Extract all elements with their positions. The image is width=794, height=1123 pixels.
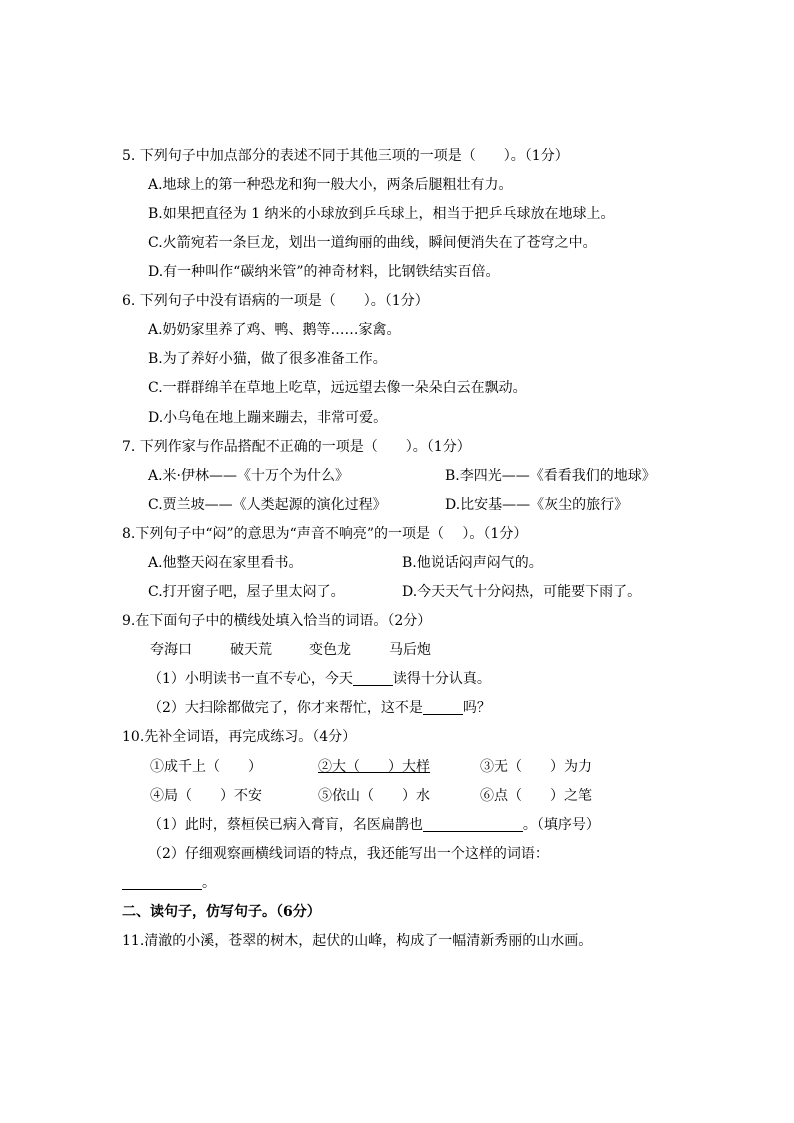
q6-option-b: B.为了养好小猫，做了很多准备工作。 (148, 351, 387, 367)
q10-sentence-1 (148, 815, 600, 835)
q8-stem: 8.下列句子中“闷”的意思为“声音不响亮”的一项是（ ）。（1分） (122, 526, 528, 542)
q10-item-6: ⑥点（ ）之笔 (480, 788, 592, 804)
q9-blank-2[interactable] (423, 700, 463, 715)
q9-word-4: 马后炮 (389, 642, 431, 658)
q10-item-2: ②大（ ）大样 (318, 759, 430, 775)
q11-sentence: 11.清澈的小溪，苍翠的树木，起伏的山峰，构成了一幅清新秀丽的山水画。 (122, 933, 593, 949)
q10-item-1: ①成千上（ ） (150, 759, 262, 775)
q9-sentence-1-text: （1）小明读书一直不专心，今天 (148, 671, 353, 687)
q7-option-c: C.贾兰坡——《人类起源的演化过程》 (148, 497, 387, 513)
q6-option-c: C.一群群绵羊在草地上吃草，远远望去像一朵朵白云在飘动。 (148, 380, 527, 396)
q10-sentence-2-end: 。 (202, 875, 216, 891)
q6-stem: 6. 下列句子中没有语病的一项是（ ）。（1分） (122, 293, 429, 309)
q5-option-a: A.地球上的第一种恐龙和狗一般大小，两条后腿粗壮有力。 (148, 177, 513, 193)
q9-sentence-2-end: 吗？ (462, 700, 491, 716)
q7-stem: 7. 下列作家与作品搭配不正确的一项是（ ）。（1分） (122, 439, 471, 455)
q6-option-a: A.奶奶家里养了鸡、鸭、鹅等……家禽。 (148, 322, 401, 338)
q7-option-d: D.比安基——《灰尘的旅行》 (445, 497, 629, 513)
q7-option-a: A.米·伊林——《十万个为什么》 (148, 468, 350, 484)
q8-option-d: D.今天天气十分闷热，可能要下雨了。 (402, 584, 642, 600)
q9-sentence-2 (148, 698, 491, 718)
q5-option-c: C.火箭宛若一条巨龙，划出一道绚丽的曲线，瞬间便消失在了苍穹之中。 (148, 235, 597, 251)
q8-option-b: B.他说话闷声闷气的。 (402, 555, 543, 571)
q10-blank-1[interactable] (423, 817, 523, 832)
q10-stem: 10.先补全词语，再完成练习。（4分） (122, 729, 357, 745)
q10-blank-2[interactable] (122, 875, 202, 890)
q9-stem: 9.在下面句子中的横线处填入恰当的词语。（2分） (122, 613, 432, 629)
q9-sentence-1-end: 读得十分认真。 (392, 671, 491, 687)
q9-word-1: 夸海口 (150, 642, 192, 658)
q9-word-3: 变色龙 (309, 642, 351, 658)
q10-sentence-1-text: （1）此时，蔡桓侯已病入膏肓，名医扁鹊也 (148, 817, 423, 833)
q5-option-d: D.有一种叫作“碳纳米管”的神奇材料，比钢铁结实百倍。 (148, 264, 500, 280)
q5-option-b: B.如果把直径为 1 纳米的小球放到乒乓球上，相当于把乒乓球放在地球上。 (148, 206, 615, 222)
q5-stem: 5. 下列句子中加点部分的表述不同于其他三项的一项是（ ）。（1分） (122, 148, 569, 164)
q8-option-c: C.打开窗子吧，屋子里太闷了。 (148, 584, 345, 600)
q10-sentence-2: （2）仔细观察画横线词语的特点，我还能写出一个这样的词语： (148, 846, 549, 862)
q9-word-2: 破天荒 (230, 642, 272, 658)
q9-sentence-2-text: （2）大扫除都做完了，你才来帮忙，这不是 (148, 700, 423, 716)
q9-blank-1[interactable] (353, 671, 393, 686)
q10-item-3: ③无（ ）为力 (480, 759, 592, 775)
q10-sentence-2-answer (122, 873, 216, 893)
q6-option-d: D.小乌龟在地上蹦来蹦去，非常可爱。 (148, 410, 388, 426)
q10-item-4: ④局（ ）不安 (150, 788, 262, 804)
q10-sentence-1-end: 。（填序号） (522, 817, 600, 833)
q10-item-5: ⑤依山（ ）水 (318, 788, 430, 804)
q8-option-a: A.他整天闷在家里看书。 (148, 555, 303, 571)
q7-option-b: B.李四光——《看看我们的地球》 (445, 468, 656, 484)
q9-sentence-1 (148, 669, 491, 689)
section-2-heading: 二、读句子，仿写句子。（6分） (122, 904, 321, 920)
